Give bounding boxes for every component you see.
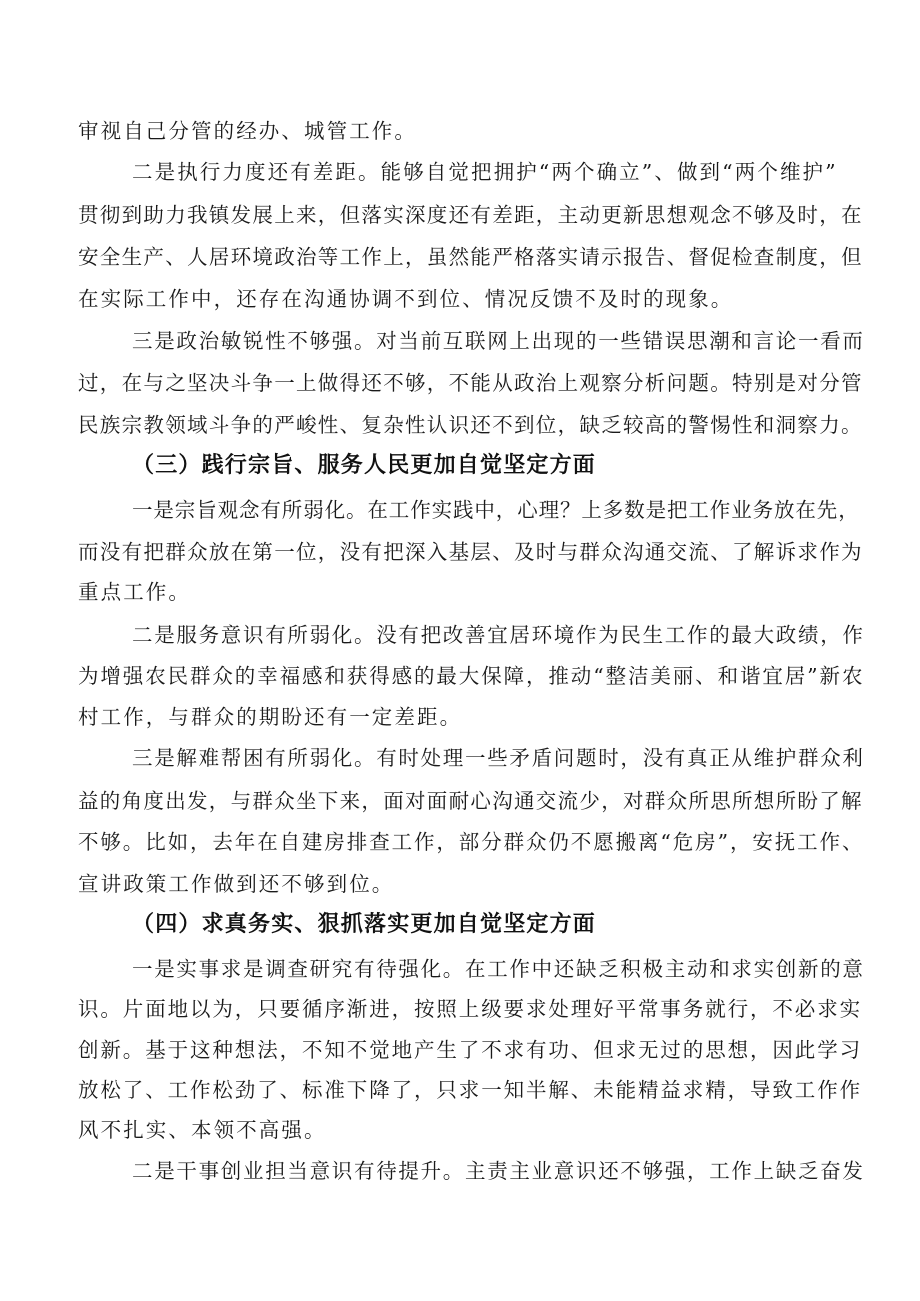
- text-line: 二是执行力度还有差距。能够自觉把拥护“两个确立”、做到“两个维护”: [132, 160, 838, 184]
- text-line: 一是宗旨观念有所弱化。在工作实践中，心理？上多数是把工作业务放在先，: [132, 498, 860, 522]
- section-heading: （四）求真务实、狠抓落实更加自觉坚定方面: [132, 912, 597, 937]
- text-line: 在实际工作中，还存在沟通协调不到位、情况反馈不及时的现象。: [78, 287, 734, 311]
- text-line: 风不扎实、本领不高强。: [78, 1118, 327, 1142]
- text-line: 三是政治敏锐性不够强。对当前互联网上出现的一些错误思潮和言论一看而: [132, 329, 865, 353]
- text-line: 二是服务意识有所弱化。没有把改善宜居环境作为民生工作的最大政绩，作: [132, 623, 865, 647]
- text-line: 而没有把群众放在第一位，没有把深入基层、及时与群众沟通交流、了解诉求作为: [78, 540, 863, 564]
- text-line: 创新。基于这种想法，不知不觉地产生了不求有功、但求无过的思想，因此学习: [78, 1038, 862, 1062]
- text-line: 二是干事创业担当意识有待提升。主责主业意识还不够强，工作上缺乏奋发: [132, 1159, 865, 1183]
- text-line: 安全生产、人居环境政治等工作上，虽然能严格落实请示报告、督促检查制度，但: [78, 245, 863, 269]
- text-line: 为增强农民群众的幸福感和获得感的最大保障，推动“整洁美丽、和谐宜居”新农: [78, 664, 865, 688]
- text-line: 过，在与之坚决斗争一上做得还不够，不能从政治上观察分析问题。特别是对分管: [78, 371, 863, 395]
- text-line: 益的角度出发，与群众坐下来，面对面耐心沟通交流少，对群众所思所想所盼了解: [78, 789, 863, 813]
- text-line: 审视自己分管的经办、城管工作。: [78, 119, 417, 143]
- text-line: 民族宗教领域斗争的严峻性、复杂性认识还不到位，缺乏较高的警惕性和洞察力。: [78, 413, 863, 437]
- text-line: 重点工作。: [78, 580, 191, 604]
- text-line: 放松了、工作松劲了、标准下降了，只求一知半解、未能精益求精，导致工作作: [78, 1078, 862, 1102]
- text-line: 贯彻到助力我镇发展上来，但落实深度还有差距，主动更新思想观念不够及时，在: [78, 203, 863, 227]
- text-line: 三是解难帮困有所弱化。有时处理一些矛盾问题时，没有真正从维护群众利: [132, 746, 865, 770]
- text-line: 一是实事求是调查研究有待强化。在工作中还缺乏积极主动和求实创新的意: [132, 957, 865, 981]
- section-heading: （三）践行宗旨、服务人民更加自觉坚定方面: [132, 453, 597, 478]
- text-line: 宣讲政策工作做到还不够到位。: [78, 872, 395, 896]
- text-line: 识。片面地以为，只要循序渐进，按照上级要求处理好平常事务就行，不必求实: [78, 997, 862, 1021]
- text-line: 不够。比如，去年在自建房排查工作，部分群众仍不愿搬离“危房”，安抚工作、: [78, 830, 865, 854]
- text-line: 村工作，与群众的期盼还有一定差距。: [78, 705, 463, 729]
